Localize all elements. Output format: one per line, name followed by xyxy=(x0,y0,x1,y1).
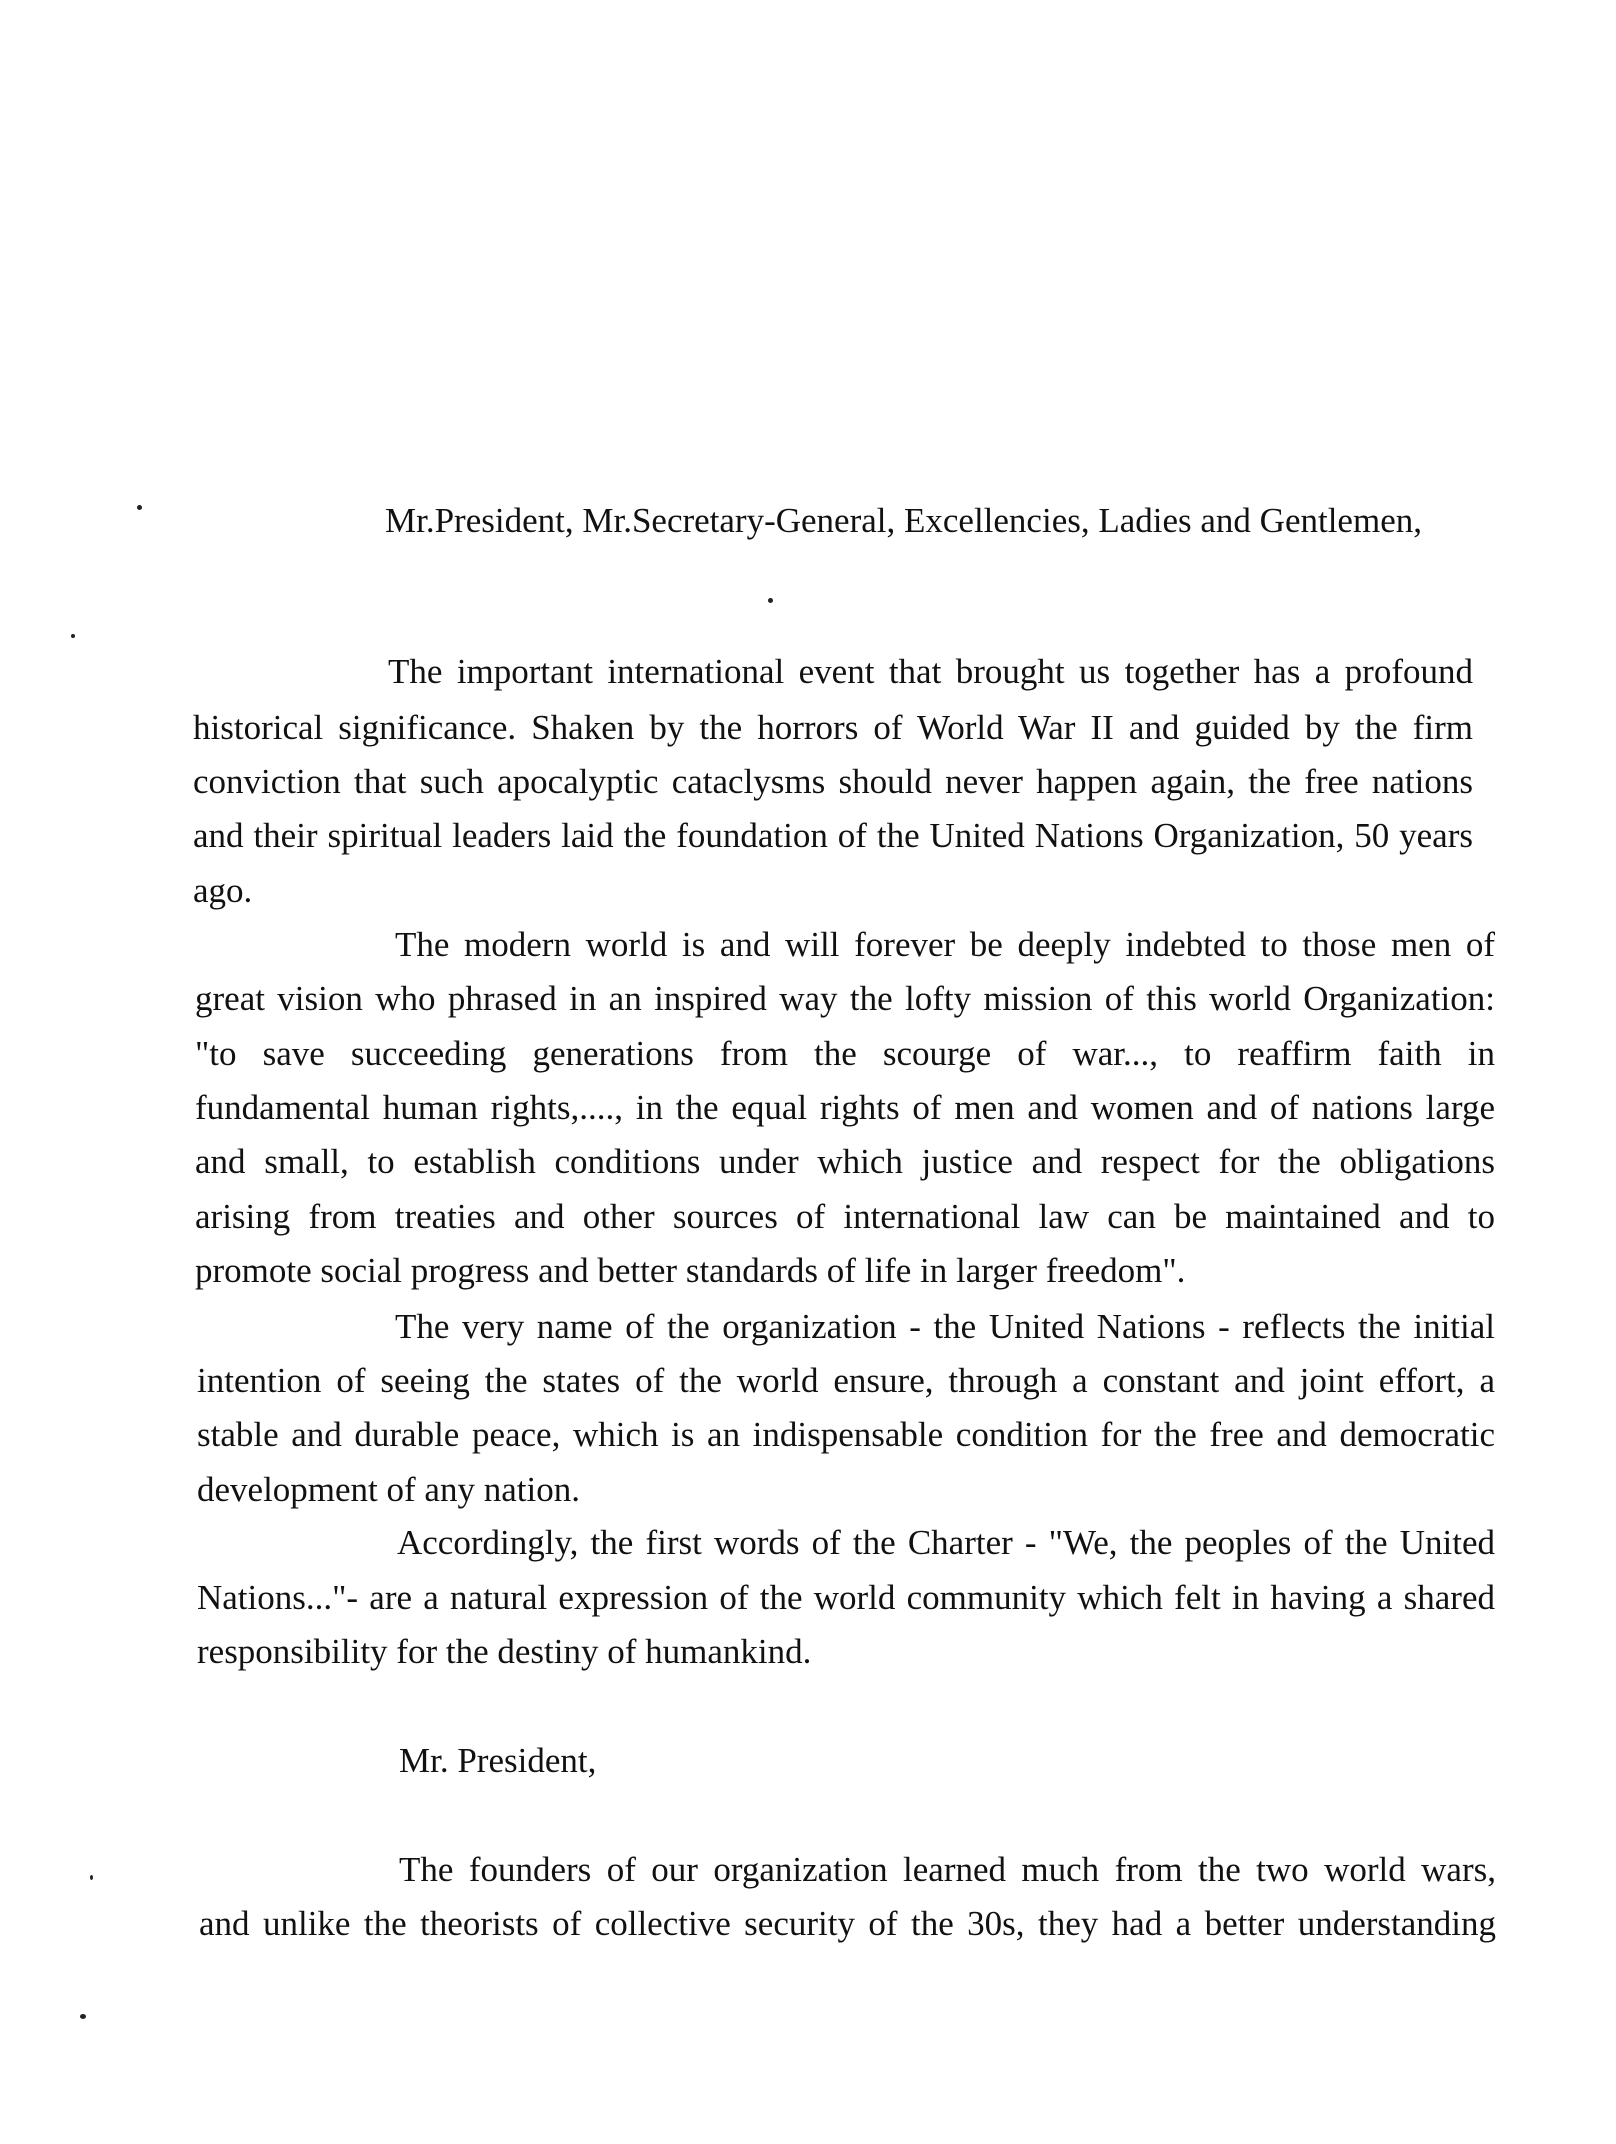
paragraph-2-line-5: and small, to establish conditions under which justice and respect for the obligations xyxy=(195,1142,1495,1181)
paragraph-2-line-1: The modern world is and will forever be deeply indebted to those men of xyxy=(395,925,1495,964)
paragraph-2-line-7: promote social progress and better standards of life in larger freedom". xyxy=(195,1251,1186,1290)
paragraph-1-line-5: ago. xyxy=(193,871,253,910)
scan-speck xyxy=(80,2014,86,2019)
paragraph-5-line-2: and unlike the theorists of collective security of the 30s, they had a better understanding xyxy=(199,1904,1496,1943)
scan-speck xyxy=(768,598,773,603)
paragraph-5-line-1: The founders of our organization learned much from the two world wars, xyxy=(399,1850,1496,1889)
scan-speck xyxy=(90,1875,93,1880)
scan-speck xyxy=(71,634,75,638)
paragraph-3-line-2: intention of seeing the states of the world ensure, through a constant and joint effort, a xyxy=(197,1361,1495,1400)
paragraph-3-line-1: The very name of the organization - the United Nations - reflects the initial xyxy=(395,1307,1495,1346)
paragraph-1-line-4: and their spiritual leaders laid the foundation of the United Nations Organization, 50 years xyxy=(193,816,1473,855)
paragraph-1-line-1: The important international event that brought us together has a profound xyxy=(388,652,1473,691)
paragraph-4-line-2: Nations..."- are a natural expression of the world community which felt in having a shared xyxy=(197,1578,1495,1617)
paragraph-1-line-2: historical significance. Shaken by the horrors of World War II and guided by the firm xyxy=(193,708,1473,747)
scan-speck xyxy=(137,505,142,510)
paragraph-3-line-3: stable and durable peace, which is an indispensable condition for the free and democratic xyxy=(197,1415,1495,1454)
paragraph-1-line-3: conviction that such apocalyptic cataclysms should never happen again, the free nations xyxy=(193,762,1473,801)
paragraph-3-line-4: development of any nation. xyxy=(197,1470,580,1509)
address-mr-president: Mr. President, xyxy=(399,1741,597,1780)
paragraph-2-line-6: arising from treaties and other sources of international law can be maintained and to xyxy=(195,1197,1495,1236)
paragraph-4-line-1: Accordingly, the first words of the Charter - "We, the peoples of the United xyxy=(397,1523,1495,1562)
paragraph-2-line-2: great vision who phrased in an inspired way the lofty mission of this world Organization: xyxy=(195,979,1495,1018)
paragraph-2-line-3: "to save succeeding generations from the scourge of war..., to reaffirm faith in xyxy=(195,1034,1495,1073)
salutation: Mr.President, Mr.Secretary-General, Excellencies, Ladies and Gentlemen, xyxy=(385,501,1422,540)
paragraph-2-line-4: fundamental human rights,...., in the equal rights of men and women and of nations large xyxy=(195,1088,1495,1127)
paragraph-4-line-3: responsibility for the destiny of humankind. xyxy=(197,1632,812,1671)
